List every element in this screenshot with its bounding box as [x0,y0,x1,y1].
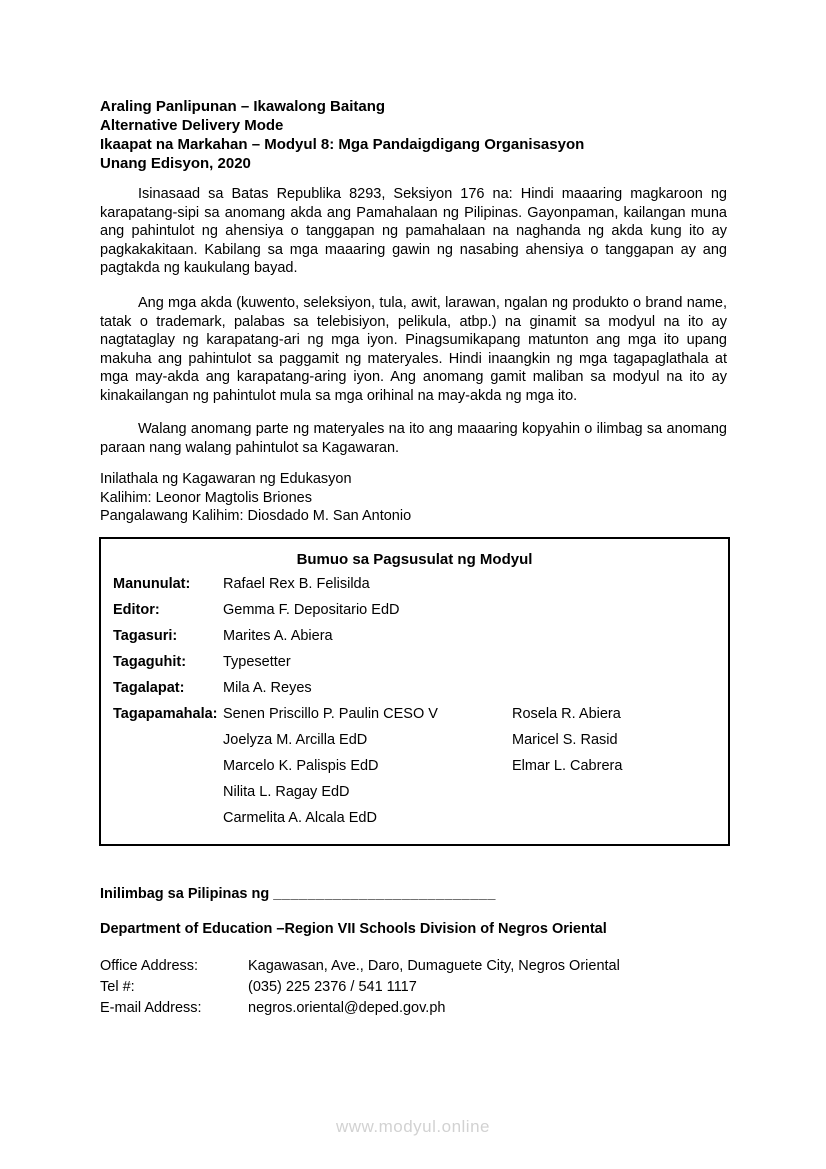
credits-box [99,537,730,846]
credits-name-col2 [512,649,728,675]
site-watermark: www.modyul.online [335,1117,490,1136]
contact-value: (035) 225 2376 / 541 1117 [248,979,417,995]
credits-role-label: Manunulat: [113,576,191,592]
credits-row-tagasuri [101,623,728,649]
credits-row-tagapamahala-3 [101,753,728,779]
contact-label: E-mail Address: [100,1000,202,1016]
copyright-paragraph-3: Walang anomang parte ng materyales na ito ang maaaring kopyahin o ilimbag sa anomang paraan nang walang pahintulot sa Kagawaran. [100,421,727,456]
module-title-line: Ikaapat na Markahan – Modyul 8: Mga Pandaigdigang Organisasyon [100,136,585,153]
printed-in-label: Inilimbag sa Pilipinas ng [100,886,274,902]
credits-name-col2: Maricel S. Rasid [512,732,618,748]
credits-rows [101,571,728,831]
contact-row-tel [100,977,727,998]
contact-label: Office Address: [100,958,199,974]
credits-row-tagapamahala-2 [101,727,728,753]
credits-name: Mila A. Reyes [223,680,312,696]
printed-in-blank: __________________________ [273,886,496,902]
credits-row-tagapamahala-5 [101,805,728,831]
credits-box-title: Bumuo sa Pagsusulat ng Modyul [296,551,533,568]
credits-name-col2: Rosela R. Abiera [512,706,621,722]
credits-name-col2 [512,805,728,831]
module-header [100,97,760,173]
credits-role-label [113,727,223,753]
credits-name: Typesetter [223,654,291,670]
credits-row-tagapamahala-1 [101,701,728,727]
credits-role-label: Tagapamahala: [113,706,218,722]
credits-row-tagaguhit [101,649,728,675]
credits-name-col2 [512,623,728,649]
credits-role-label [113,779,223,805]
credits-name: Marcelo K. Palispis EdD [223,758,379,774]
credits-name-col2 [512,675,728,701]
publisher-block [100,470,727,526]
credits-role-label: Tagalapat: [113,680,185,696]
credits-name-col2 [512,571,728,597]
printed-in-line [100,886,727,902]
credits-role-label [113,805,223,831]
contact-label: Tel #: [100,979,135,995]
contact-value: Kagawasan, Ave., Daro, Dumaguete City, Negros Oriental [248,958,620,974]
contact-row-email [100,998,727,1019]
credits-name: Rafael Rex B. Felisilda [223,576,370,592]
copyright-paragraph-1: Isinasaad sa Batas Republika 8293, Seksiyon 176 na: Hindi maaaring magkaroon ng karapatang-sipi sa anomang akda ang Pamahalaan ng Pilipinas. Gayonpaman, kailangan muna ang pahintulot ng ahensiya o tanggapan ng pamahalaan na naghanda ng akda kung ito ay pagkakakitaan. Kabilang sa mga maaaring gawin ng nasabing ahensiya o tanggapan ay ang pagtakda ng kaukulang bayad. [100,186,727,277]
credits-row-manunulat [101,571,728,597]
module-edition-line: Unang Edisyon, 2020 [100,155,251,172]
secretary-line: Kalihim: Leonor Magtolis Briones [100,489,312,506]
credits-role-label: Editor: [113,602,160,618]
credits-name-col2 [512,597,728,623]
credits-role-label: Tagasuri: [113,628,178,644]
credits-role-label [113,753,223,779]
contact-value: negros.oriental@deped.gov.ph [248,1000,446,1016]
division-line: Department of Education –Region VII Schools Division of Negros Oriental [100,921,607,937]
credits-name-col2: Elmar L. Cabrera [512,758,623,774]
credits-name-col2 [512,779,728,805]
module-mode-line: Alternative Delivery Mode [100,117,284,134]
credits-name: Carmelita A. Alcala EdD [223,810,377,826]
undersecretary-line: Pangalawang Kalihim: Diosdado M. San Antonio [100,508,412,524]
publisher-line: Inilathala ng Kagawaran ng Edukasyon [100,471,352,487]
credits-name: Nilita L. Ragay EdD [223,784,350,800]
credits-name: Joelyza M. Arcilla EdD [223,732,368,748]
credits-name: Marites A. Abiera [223,628,333,644]
contact-block [100,956,727,1019]
copyright-paragraph-2: Ang mga akda (kuwento, seleksiyon, tula, awit, larawan, ngalan ng produkto o brand name, tatak o trademark, palabas sa telebisiyon, pelikula, atbp.) na ginamit sa modyul na ito ay nagtataglay ng karapatang-ari ng mga iyon. Pinagsumikapang matunton ang mga ito upang makuha ang pahintulot sa paggamit ng materyales. Hindi inaangkin ng mga tagapaglathala at mga may-akda ang karapatang-aring iyon. Ang anomang gamit maliban sa modyul na ito ay kinakailangan ng pahintulot mula sa mga orihinal na may-akda ng mga ito. [100,295,727,404]
module-subject-line: Araling Panlipunan – Ikawalong Baitang [100,98,386,115]
credits-name: Senen Priscillo P. Paulin CESO V [223,706,438,722]
credits-row-editor [101,597,728,623]
credits-name: Gemma F. Depositario EdD [223,602,400,618]
contact-row-office-address [100,956,727,977]
credits-role-label: Tagaguhit: [113,654,187,670]
credits-row-tagapamahala-4 [101,779,728,805]
credits-row-tagalapat [101,675,728,701]
